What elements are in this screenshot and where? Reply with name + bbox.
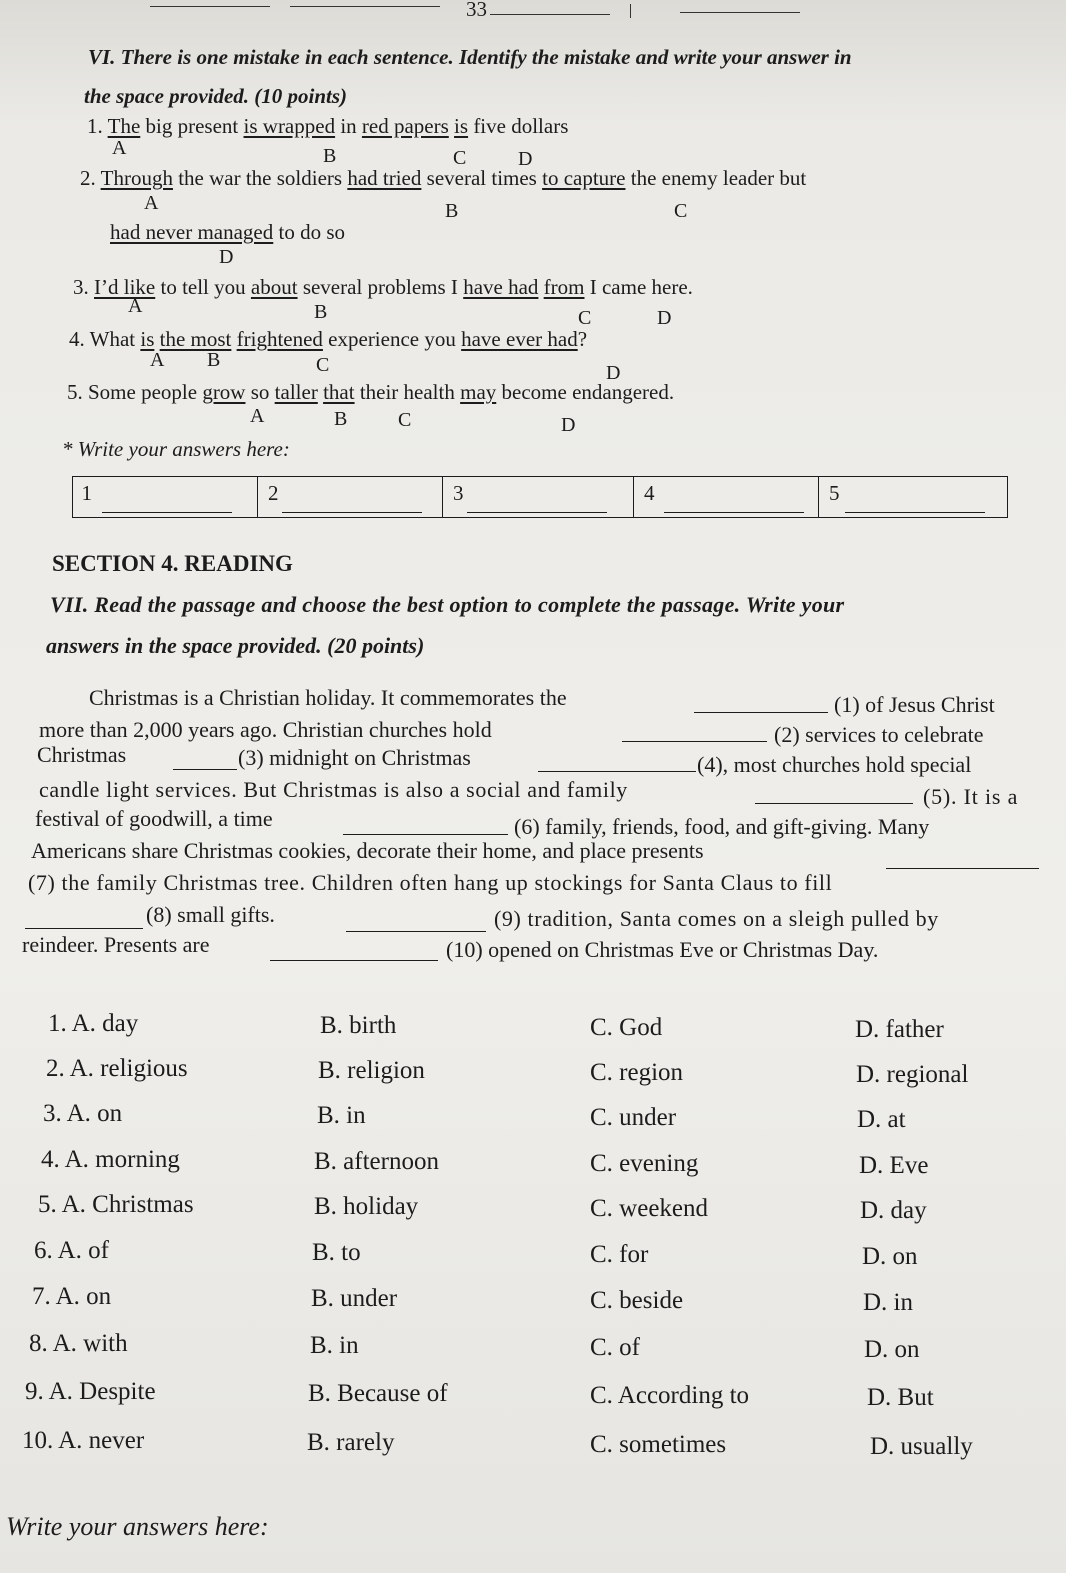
option-6-d[interactable]: D. on xyxy=(862,1243,918,1270)
passage-line-5a: festival of goodwill, a time xyxy=(35,806,273,831)
answer-cell-2[interactable]: 2 xyxy=(257,477,443,517)
option-1-a[interactable]: 1. A. day xyxy=(48,1010,139,1037)
option-6-c[interactable]: C. for xyxy=(590,1241,649,1268)
blank-2[interactable] xyxy=(622,741,767,742)
answer-box xyxy=(72,476,1008,518)
option-4-c[interactable]: C. evening xyxy=(590,1150,699,1177)
s3-label-c: C xyxy=(578,307,592,329)
passage-line-6a: Americans share Christmas cookies, decorate their home, and place presents xyxy=(31,838,704,863)
passage-line-9b: (10) opened on Christmas Eve or Christmas Day. xyxy=(446,937,879,962)
blank-7[interactable] xyxy=(886,868,1039,869)
answer-cell-5[interactable]: 5 xyxy=(818,477,1007,517)
s4-label-d: D xyxy=(606,362,621,384)
s4-label-b: B xyxy=(207,349,221,371)
answer-cell-3[interactable]: 3 xyxy=(442,477,628,517)
option-7-a[interactable]: 7. A. on xyxy=(32,1283,112,1310)
option-2-b[interactable]: B. religion xyxy=(318,1057,425,1084)
sentence-5: 5. Some people grow so taller that their health may become endangered. xyxy=(67,380,675,404)
option-7-c[interactable]: C. beside xyxy=(590,1287,684,1314)
blank-8[interactable] xyxy=(25,928,143,929)
blank-3[interactable] xyxy=(173,769,237,770)
option-5-b[interactable]: B. holiday xyxy=(314,1193,419,1220)
top-divider xyxy=(630,4,631,18)
option-10-d[interactable]: D. usually xyxy=(870,1433,973,1460)
option-9-a[interactable]: 9. A. Despite xyxy=(25,1378,156,1405)
top-blank-2 xyxy=(290,6,440,7)
top-blank-1 xyxy=(150,6,270,7)
top-number: 33 xyxy=(466,0,487,21)
write-answers-label: * Write your answers here: xyxy=(62,437,290,461)
option-5-c[interactable]: C. weekend xyxy=(590,1195,709,1222)
option-10-b[interactable]: B. rarely xyxy=(307,1429,395,1456)
top-blank-3 xyxy=(490,14,610,15)
s2-label-c: C xyxy=(674,200,688,222)
option-7-b[interactable]: B. under xyxy=(311,1285,398,1312)
option-3-d[interactable]: D. at xyxy=(857,1106,906,1133)
s1-label-d: D xyxy=(518,148,533,170)
s5-label-d: D xyxy=(561,414,576,436)
option-1-d[interactable]: D. father xyxy=(855,1016,944,1043)
blank-4[interactable] xyxy=(538,771,696,772)
passage-line-3c: (4), most churches hold special xyxy=(697,752,972,777)
section6-title: VI. There is one mistake in each sentence. Identify the mistake and write your answer in xyxy=(88,45,852,69)
option-2-c[interactable]: C. region xyxy=(590,1059,684,1086)
option-7-d[interactable]: D. in xyxy=(863,1289,913,1316)
option-1-c[interactable]: C. God xyxy=(590,1014,663,1041)
s1-label-a: A xyxy=(112,137,127,159)
blank-1[interactable] xyxy=(694,712,828,713)
section4-title-line2: answers in the space provided. (20 points) xyxy=(46,633,425,658)
sentence-3: 3. I’d like to tell you about several problems I have had from I came here. xyxy=(73,275,693,299)
s1-label-b: B xyxy=(323,145,337,167)
option-2-d[interactable]: D. regional xyxy=(856,1061,969,1088)
option-9-b[interactable]: B. Because of xyxy=(308,1380,448,1407)
option-4-b[interactable]: B. afternoon xyxy=(314,1148,439,1175)
blank-9[interactable] xyxy=(346,931,486,932)
option-8-d[interactable]: D. on xyxy=(864,1336,920,1363)
passage-line-3a: Christmas xyxy=(37,742,127,767)
passage-line-3b: (3) midnight on Christmas xyxy=(238,745,471,770)
passage-line-2b: (2) services to celebrate xyxy=(774,722,984,747)
answer-cell-4[interactable]: 4 xyxy=(633,477,819,517)
option-4-a[interactable]: 4. A. morning xyxy=(41,1146,180,1173)
section6-title-line2: the space provided. (10 points) xyxy=(84,84,348,108)
option-1-b[interactable]: B. birth xyxy=(320,1012,397,1039)
sentence-1: 1. The big present is wrapped in red papers is five dollars xyxy=(87,114,569,138)
s3-label-a: A xyxy=(128,295,143,317)
s4-label-a: A xyxy=(150,349,165,371)
passage-line-8b: (9) tradition, Santa comes on a sleigh pulled by xyxy=(494,906,939,931)
option-4-d[interactable]: D. Eve xyxy=(859,1152,929,1179)
option-3-c[interactable]: C. under xyxy=(590,1104,677,1131)
passage-line-1a: Christmas is a Christian holiday. It commemorates the xyxy=(89,685,567,710)
option-10-c[interactable]: C. sometimes xyxy=(590,1431,727,1458)
s5-label-c: C xyxy=(398,409,412,431)
passage-line-9a: reindeer. Presents are xyxy=(22,932,210,957)
option-8-c[interactable]: C. of xyxy=(590,1334,640,1361)
s3-label-d: D xyxy=(657,307,672,329)
option-10-a[interactable]: 10. A. never xyxy=(22,1427,145,1454)
sentence-2-line2: had never managed to do so xyxy=(110,220,346,244)
s5-label-a: A xyxy=(250,405,265,427)
option-5-d[interactable]: D. day xyxy=(860,1197,927,1224)
passage-line-8a: (8) small gifts. xyxy=(146,902,275,927)
s3-label-b: B xyxy=(314,301,328,323)
option-6-b[interactable]: B. to xyxy=(312,1239,361,1266)
blank-6[interactable] xyxy=(343,834,508,835)
option-6-a[interactable]: 6. A. of xyxy=(34,1237,109,1264)
s5-label-b: B xyxy=(334,408,348,430)
option-3-b[interactable]: B. in xyxy=(317,1102,366,1129)
passage-line-4a: candle light services. But Christmas is also a social and family xyxy=(39,777,628,802)
s4-label-c: C xyxy=(316,354,330,376)
sentence-4: 4. What is the most frightened experience you have ever had? xyxy=(69,327,588,351)
passage-line-7a: (7) the family Christmas tree. Children often hang up stockings for Santa Claus to fill xyxy=(28,870,833,895)
sentence-2: 2. Through the war the soldiers had tried several times to capture the enemy leader but xyxy=(80,166,807,190)
section4-title: VII. Read the passage and choose the best option to complete the passage. Write your xyxy=(50,592,845,617)
passage-line-1b: (1) of Jesus Christ xyxy=(834,692,995,717)
blank-5[interactable] xyxy=(755,803,913,804)
answer-cell-1[interactable]: 1 xyxy=(72,477,258,517)
passage-line-4b: (5). It is a xyxy=(923,784,1019,809)
option-3-a[interactable]: 3. A. on xyxy=(43,1100,123,1127)
option-9-d[interactable]: D. But xyxy=(867,1384,934,1411)
option-8-b[interactable]: B. in xyxy=(310,1332,359,1359)
option-5-a[interactable]: 5. A. Christmas xyxy=(38,1191,194,1218)
passage-line-2a: more than 2,000 years ago. Christian churches hold xyxy=(39,717,492,742)
section4-heading: SECTION 4. READING xyxy=(52,551,293,576)
write-answers-here-label: Write your answers here: xyxy=(6,1512,269,1541)
top-blank-4 xyxy=(680,12,800,13)
option-8-a[interactable]: 8. A. with xyxy=(29,1330,128,1357)
option-2-a[interactable]: 2. A. religious xyxy=(46,1055,188,1082)
s1-label-c: C xyxy=(453,147,467,169)
s2-label-b: B xyxy=(445,200,459,222)
passage-line-5b: (6) family, friends, food, and gift-giving. Many xyxy=(514,814,930,839)
s2-label-d: D xyxy=(219,246,234,268)
option-9-c[interactable]: C. According to xyxy=(590,1382,750,1409)
s2-label-a: A xyxy=(144,192,159,214)
blank-10[interactable] xyxy=(270,960,438,961)
